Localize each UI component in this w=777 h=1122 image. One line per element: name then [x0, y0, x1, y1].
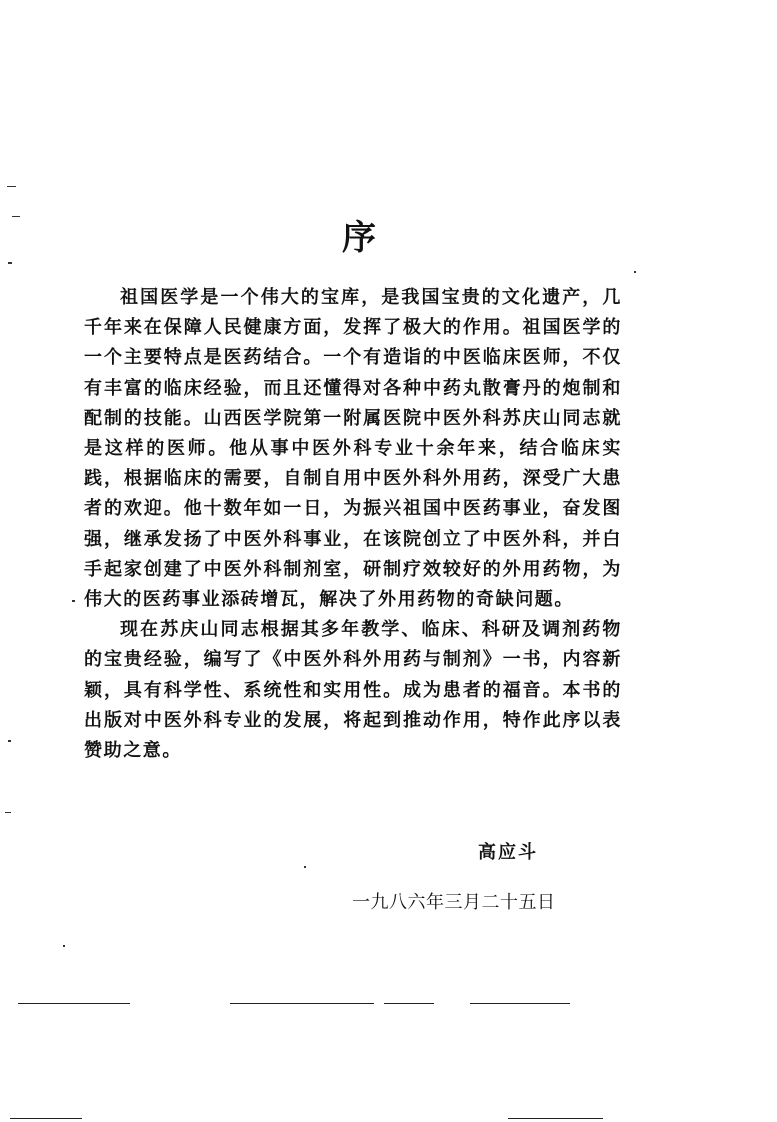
margin-mark	[7, 186, 16, 187]
paragraph-1: 祖国医学是一个伟大的宝库，是我国宝贵的文化遗产，几千年来在保障人民健康方面，发挥了极大的作用。祖国医学的一个主要特点是医药结合。一个有造诣的中医临床医师，不仅有丰富的临床经验，而且还懂得对各种中药丸散膏丹的炮制和配制的技能。山西医学院第一附属医院中医外科苏庆山同志就是这样的医师。他从事中医外科专业十余年来，结合临床实践，根据临床的需要，自制自用中医外科外用药，深受广大患者的欢迎。他十数年如一日，为振兴祖国中医药事业，奋发图强，继承发扬了中医外科事业，在该院创立了中医外科，并白手起家创建了中医外科制剂室，研制疗效较好的外用药物，为伟大的医药事业添砖增瓦，解决了外用药物的奇缺问题。	[84, 287, 622, 611]
page-title: 序	[342, 218, 378, 258]
bottom-rule-2	[230, 1003, 374, 1004]
preface-body	[84, 283, 622, 766]
paragraph-2: 现在苏庆山同志根据其多年教学、临床、科研及调剂药物的宝贵经验，编写了《中医外科外用药与制剂》一书，内容新颖，具有科学性、系统性和实用性。成为患者的福音。本书的出版对中医外科专业的发展，将起到推动作用，特作此序以表赞助之意。	[84, 619, 622, 762]
margin-mark	[8, 740, 11, 742]
author-signature: 高应斗	[478, 842, 538, 863]
margin-mark	[72, 600, 75, 602]
margin-mark	[12, 216, 20, 217]
bottom-rule-5	[10, 1118, 82, 1119]
margin-mark	[634, 271, 636, 273]
margin-mark	[8, 262, 12, 264]
margin-mark	[304, 866, 306, 868]
bottom-rule-1	[18, 1003, 130, 1004]
margin-mark	[5, 812, 11, 813]
bottom-rule-6	[508, 1118, 603, 1119]
margin-mark	[63, 945, 65, 947]
date-line: 一九八六年三月二十五日	[352, 892, 556, 913]
bottom-rule-3	[384, 1003, 434, 1004]
bottom-rule-4	[470, 1003, 570, 1004]
